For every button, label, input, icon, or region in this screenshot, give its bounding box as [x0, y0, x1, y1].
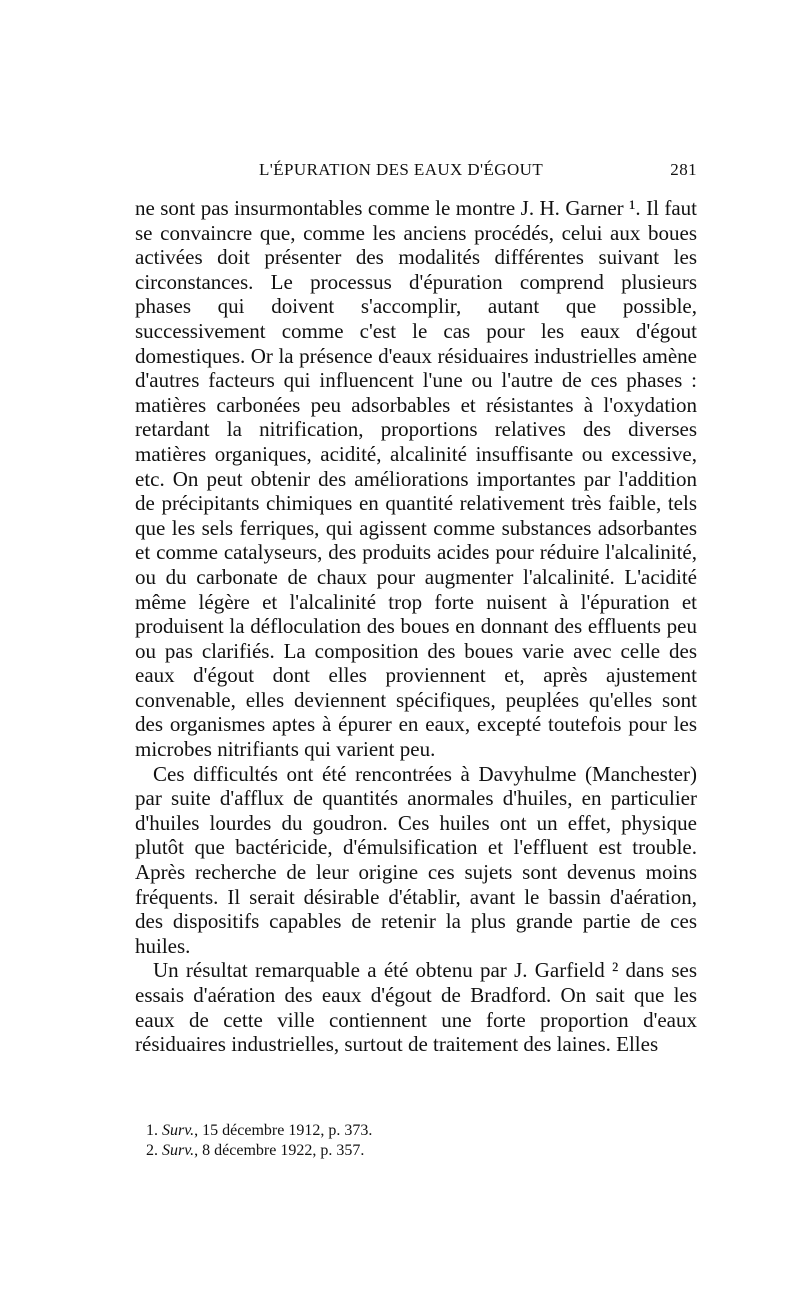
footnote-detail: , 15 décembre 1912, p. 373.: [194, 1122, 373, 1139]
running-title: L'ÉPURATION DES EAUX D'ÉGOUT: [259, 160, 544, 179]
footnote-2: [146, 1141, 646, 1161]
paragraph-1: ne sont pas insurmontables comme le montre J. H. Garner ¹. Il faut se convaincre que, comme les anciens procédés, celui aux boues activées doit présenter des modalités différentes suivant les circonstances. Le processus d'épuration comprend plusieurs phases qui doivent s'accomplir, autant que possible, successivement comme c'est le cas pour les eaux d'égout domestiques. Or la présence d'eaux résiduaires industrielles amène d'autres facteurs qui influencent l'une ou l'autre de ces phases : matières carbonées peu adsorbables et résistantes à l'oxydation retardant la nitrification, proportions relatives des diverses matières organiques, acidité, alcalinité insuffisante ou excessive, etc. On peut obtenir des améliorations importantes par l'addition de précipitants chimiques en quantité relativement très faible, tels que les sels ferriques, qui agissent comme substances adsorbantes et comme catalyseurs, des produits acides pour réduire l'alcalinité, ou du carbonate de chaux pour augmenter l'alcalinité. L'acidité même légère et l'alcalinité trop forte nuisent à l'épuration et produisent la défloculation des boues en donnant des effluents peu ou pas clarifiés. La composition des boues varie avec celle des eaux d'égout dont elles proviennent et, après ajustement convenable, elles deviennent spécifiques, peuplées qu'elles sont des organismes aptes à épurer en eaux, excepté toutefois pour les microbes nitrifiants qui varient peu.: [135, 196, 697, 762]
footnote-detail: , 8 décembre 1922, p. 357.: [194, 1142, 365, 1159]
body-text: [135, 196, 697, 1057]
footnote-1: [146, 1121, 646, 1141]
footnotes: [146, 1121, 646, 1161]
footnote-number: 1.: [146, 1122, 158, 1139]
paragraph-2: Ces difficultés ont été rencontrées à Davyhulme (Manchester) par suite d'afflux de quantités anormales d'huiles, en particulier d'huiles lourdes du goudron. Ces huiles ont un effet, physique plutôt que bactéricide, d'émulsification et l'effluent est trouble. Après recherche de leur origine ces sujets sont devenus moins fréquents. Il serait désirable d'établir, avant le bassin d'aération, des dispositifs capables de retenir la plus grande partie de ces huiles.: [135, 761, 697, 958]
page-number: 281: [670, 160, 697, 179]
footnote-number: 2.: [146, 1142, 158, 1159]
footnote-source: Surv.: [162, 1122, 195, 1139]
footnote-source: Surv.: [162, 1142, 195, 1159]
running-header: [135, 160, 697, 186]
paragraph-3: Un résultat remarquable a été obtenu par J. Garfield ² dans ses essais d'aération des eaux d'égout de Bradford. On sait que les eaux de cette ville contiennent une forte proportion d'eaux résiduaires industrielles, surtout de traitement des laines. Elles: [135, 958, 697, 1057]
